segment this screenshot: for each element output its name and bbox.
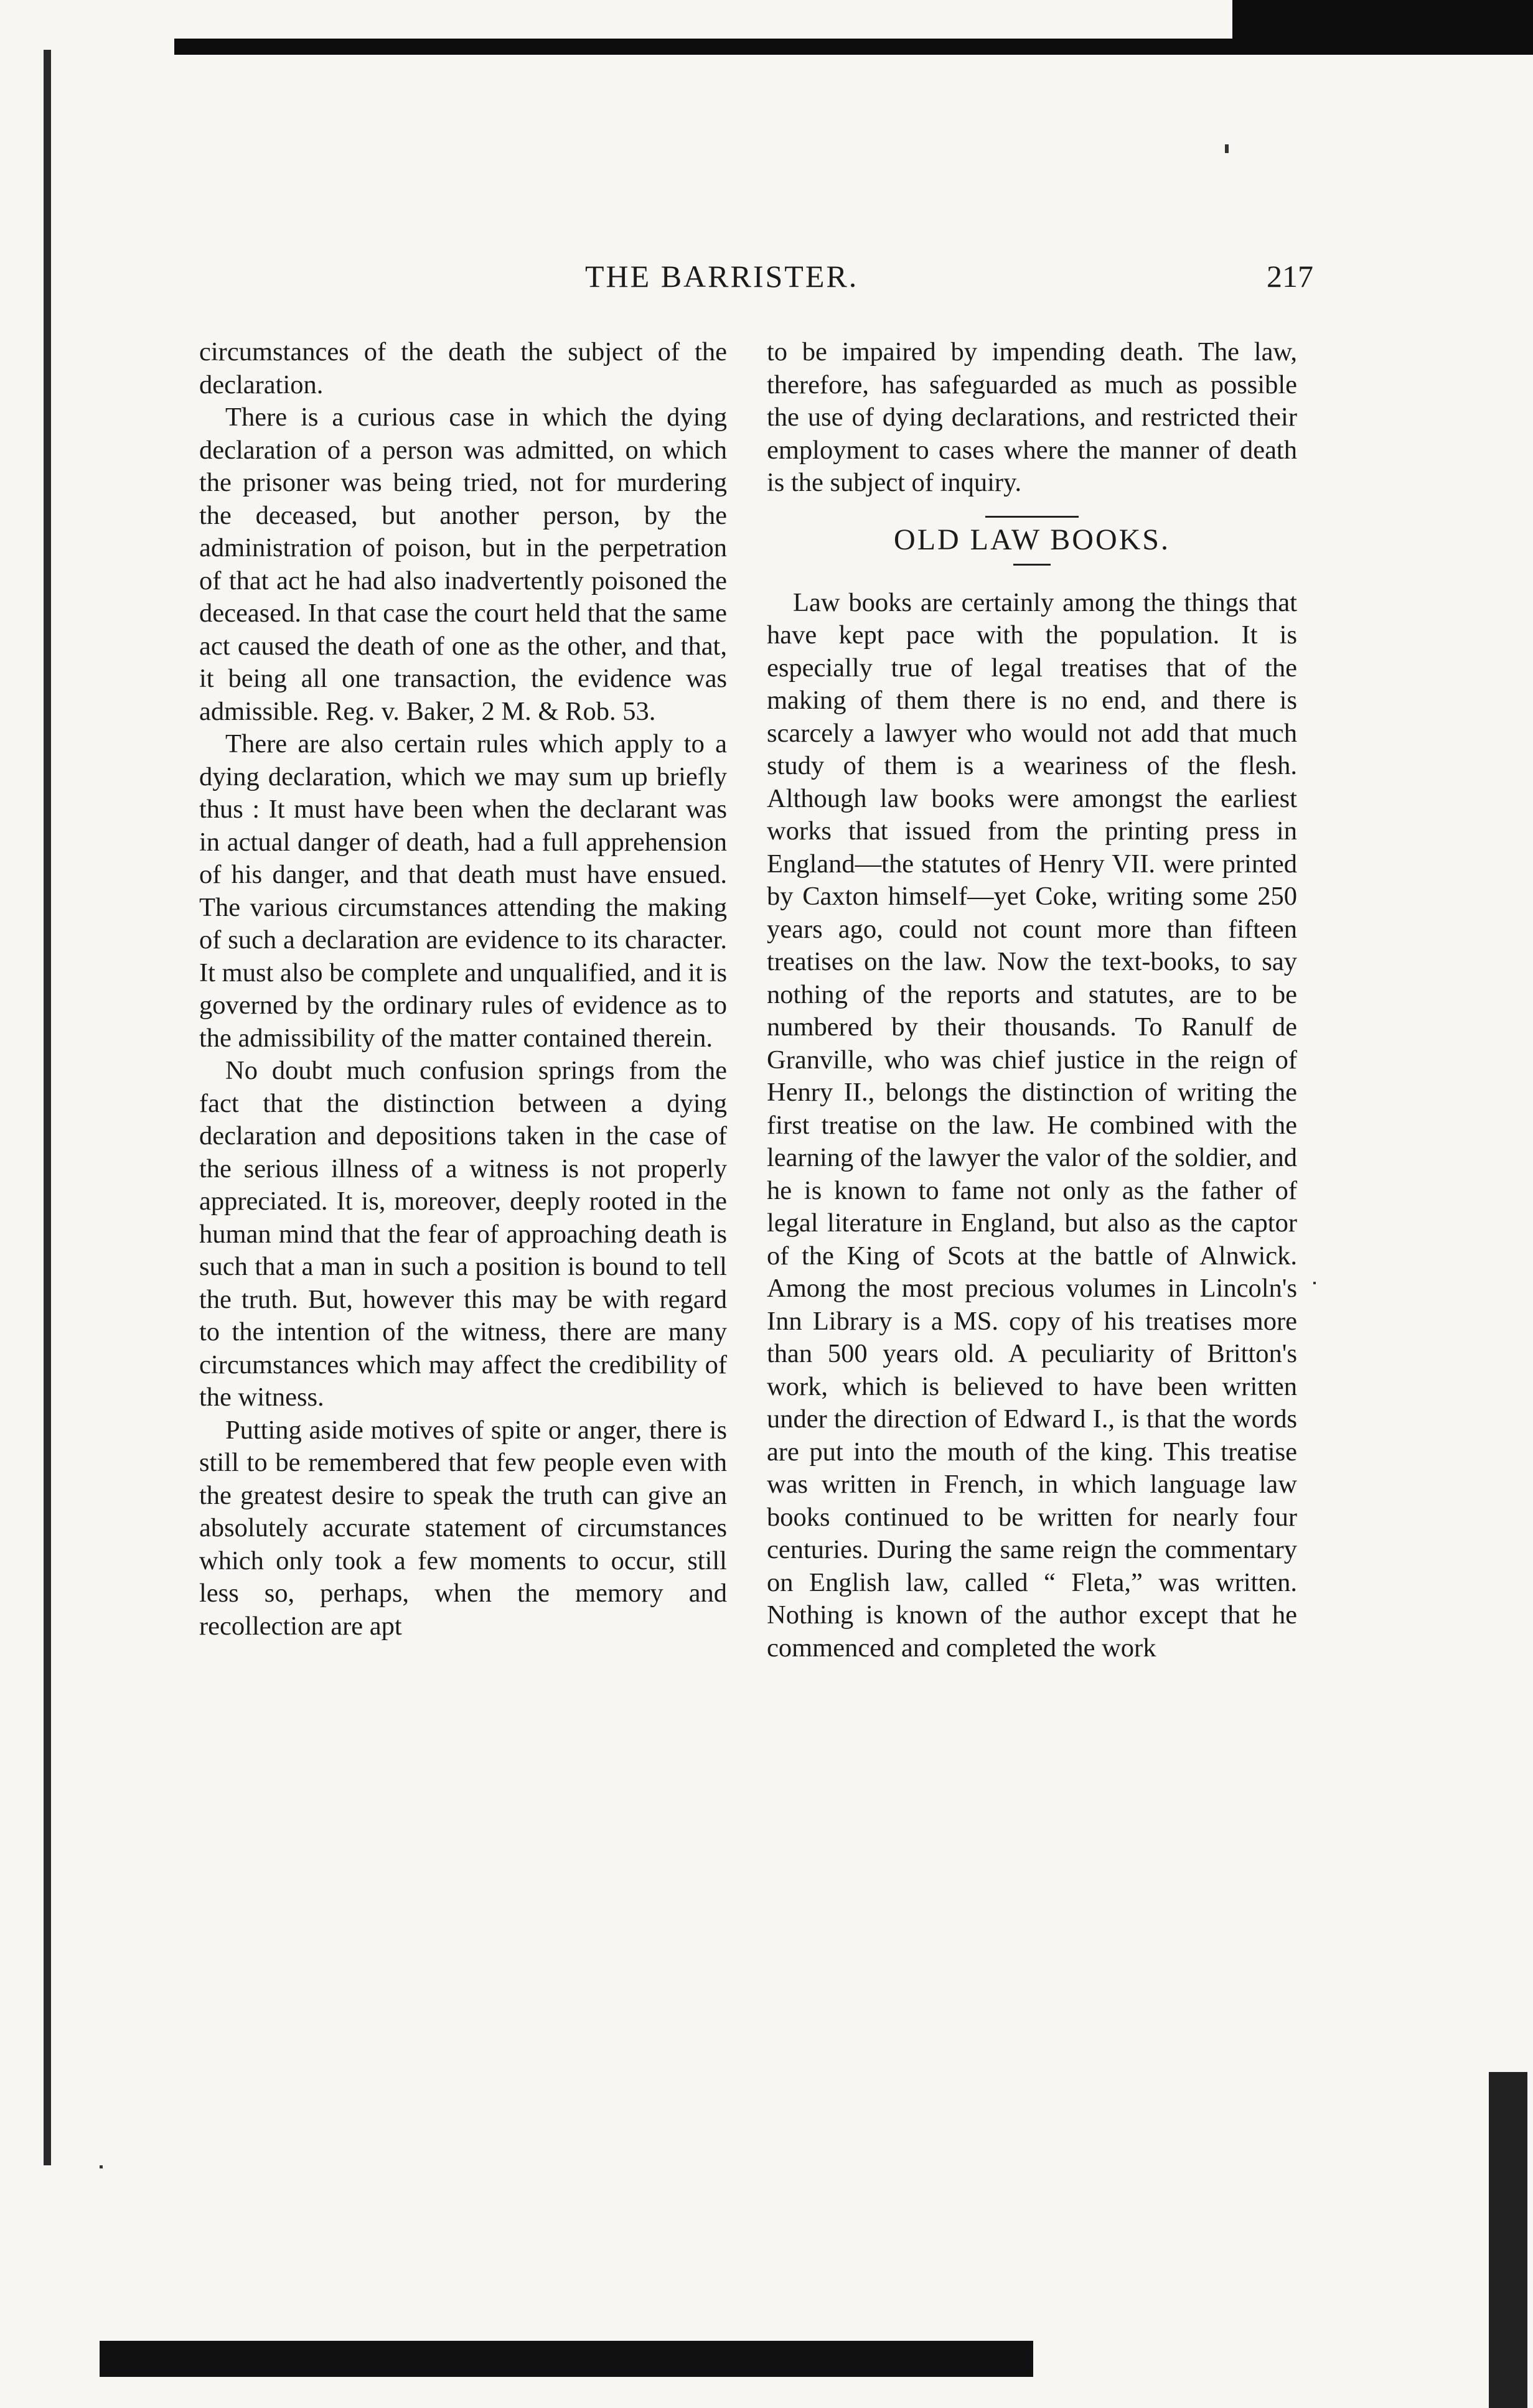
scan-speck (1225, 144, 1229, 153)
right-scan-edge (1489, 2072, 1527, 2408)
section-rule (985, 516, 1079, 518)
paragraph: Law books are certainly among the things that have kept pace with the population. It is especially true of legal treatises that of the making of them there is no end, and there is scarcely a lawyer who would not add that much study of them is a weariness of the flesh. Although law books were amongst the earliest works that issued from the printing press in England—the statutes of Henry VII. were printed by Caxton himself—yet Coke, writing some 250 years ago, could not count more than fifteen treatises on the law. Now the text-books, to say nothing of the reports and statutes, are to be numbered by their thousands. To Ranulf de Granville, who was chief justice in the reign of Henry II., belongs the distinction of writing the first treatise on the law. He combined with the learning of the lawyer the valor of the soldier, and he is known to fame not only as the father of legal literature in England, but also as the captor of the King of Scots at the battle of Alnwick. Among the most precious volumes in Lincoln's Inn Library is a MS. copy of his treatises more than 500 years old. A peculiarity of Britton's work, which is believed to have been written under the direction of Edward I., is that the words are put into the mouth of the king. This treatise was written in French, in which language law books continued to be written for nearly four centuries. During the same reign the commentary on English law, called “ Fleta,” was written. Nothing is known of the author except that he commenced and completed the work (767, 587, 1297, 1663)
paragraph: There are also certain rules which apply to a dying declaration, which we may sum up briefly thus : It must have been when the declarant was in actual danger of death, had a full apprehension of his danger, and that death must have ensued. The various circumstances attending the making of such a declaration are evidence to its character. It must also be complete and unqualified, and it is governed by the ordinary rules of evidence as to the admissibility of the matter contained therein. (199, 729, 727, 1053)
paragraph: No doubt much confusion springs from the fact that the distinction between a dying declaration and depositions taken in the case of the serious illness of a witness is not properly appreciated. It is, moreover, deeply rooted in the human mind that the fear of approaching death is such that a man in such a position is bound to tell the truth. But, however this may be with regard to the intention of the witness, there are many circumstances which may affect the credibility of the witness. (199, 1056, 727, 1412)
page-number: 217 (1267, 259, 1313, 294)
page-header (187, 258, 1313, 308)
bottom-scan-border (100, 2341, 1033, 2377)
left-column (199, 336, 727, 1643)
running-head: THE BARRISTER. (585, 259, 859, 294)
paragraph: circumstances of the death the subject of the declaration. (199, 337, 727, 399)
paragraph: to be impaired by impending death. The law, therefore, has safeguarded as much as possible the use of dying declarations, and restricted their employment to cases where the manner of death is the subject of inquiry. (767, 337, 1297, 497)
top-scan-border-gap (174, 0, 1232, 39)
paragraph: Putting aside motives of spite or anger, there is still to be remembered that few people even with the greatest desire to speak the truth can give an absolutely accurate statement of circumstances which only took a few moments to occur, still less so, perhaps, when the memory and recollection are apt (199, 1415, 727, 1641)
scan-speck (1313, 1282, 1316, 1284)
section-title: OLD LAW BOOKS. (894, 523, 1170, 556)
scan-speck (100, 2165, 103, 2168)
right-column (767, 336, 1297, 1664)
section-rule-small (1013, 564, 1051, 566)
paragraph: There is a curious case in which the dying declaration of a person was admitted, on which the prisoner was being tried, not for murdering the deceased, but another person, by the administration of poison, but in the perpetration of that act he had also inadvertently poisoned the deceased. In that case the court held that the same act caused the death of one as the other, and that, it being all one transaction, the evidence was admissible. Reg. v. Baker, 2 M. & Rob. 53. (199, 403, 727, 726)
left-scan-edge (44, 50, 51, 2165)
